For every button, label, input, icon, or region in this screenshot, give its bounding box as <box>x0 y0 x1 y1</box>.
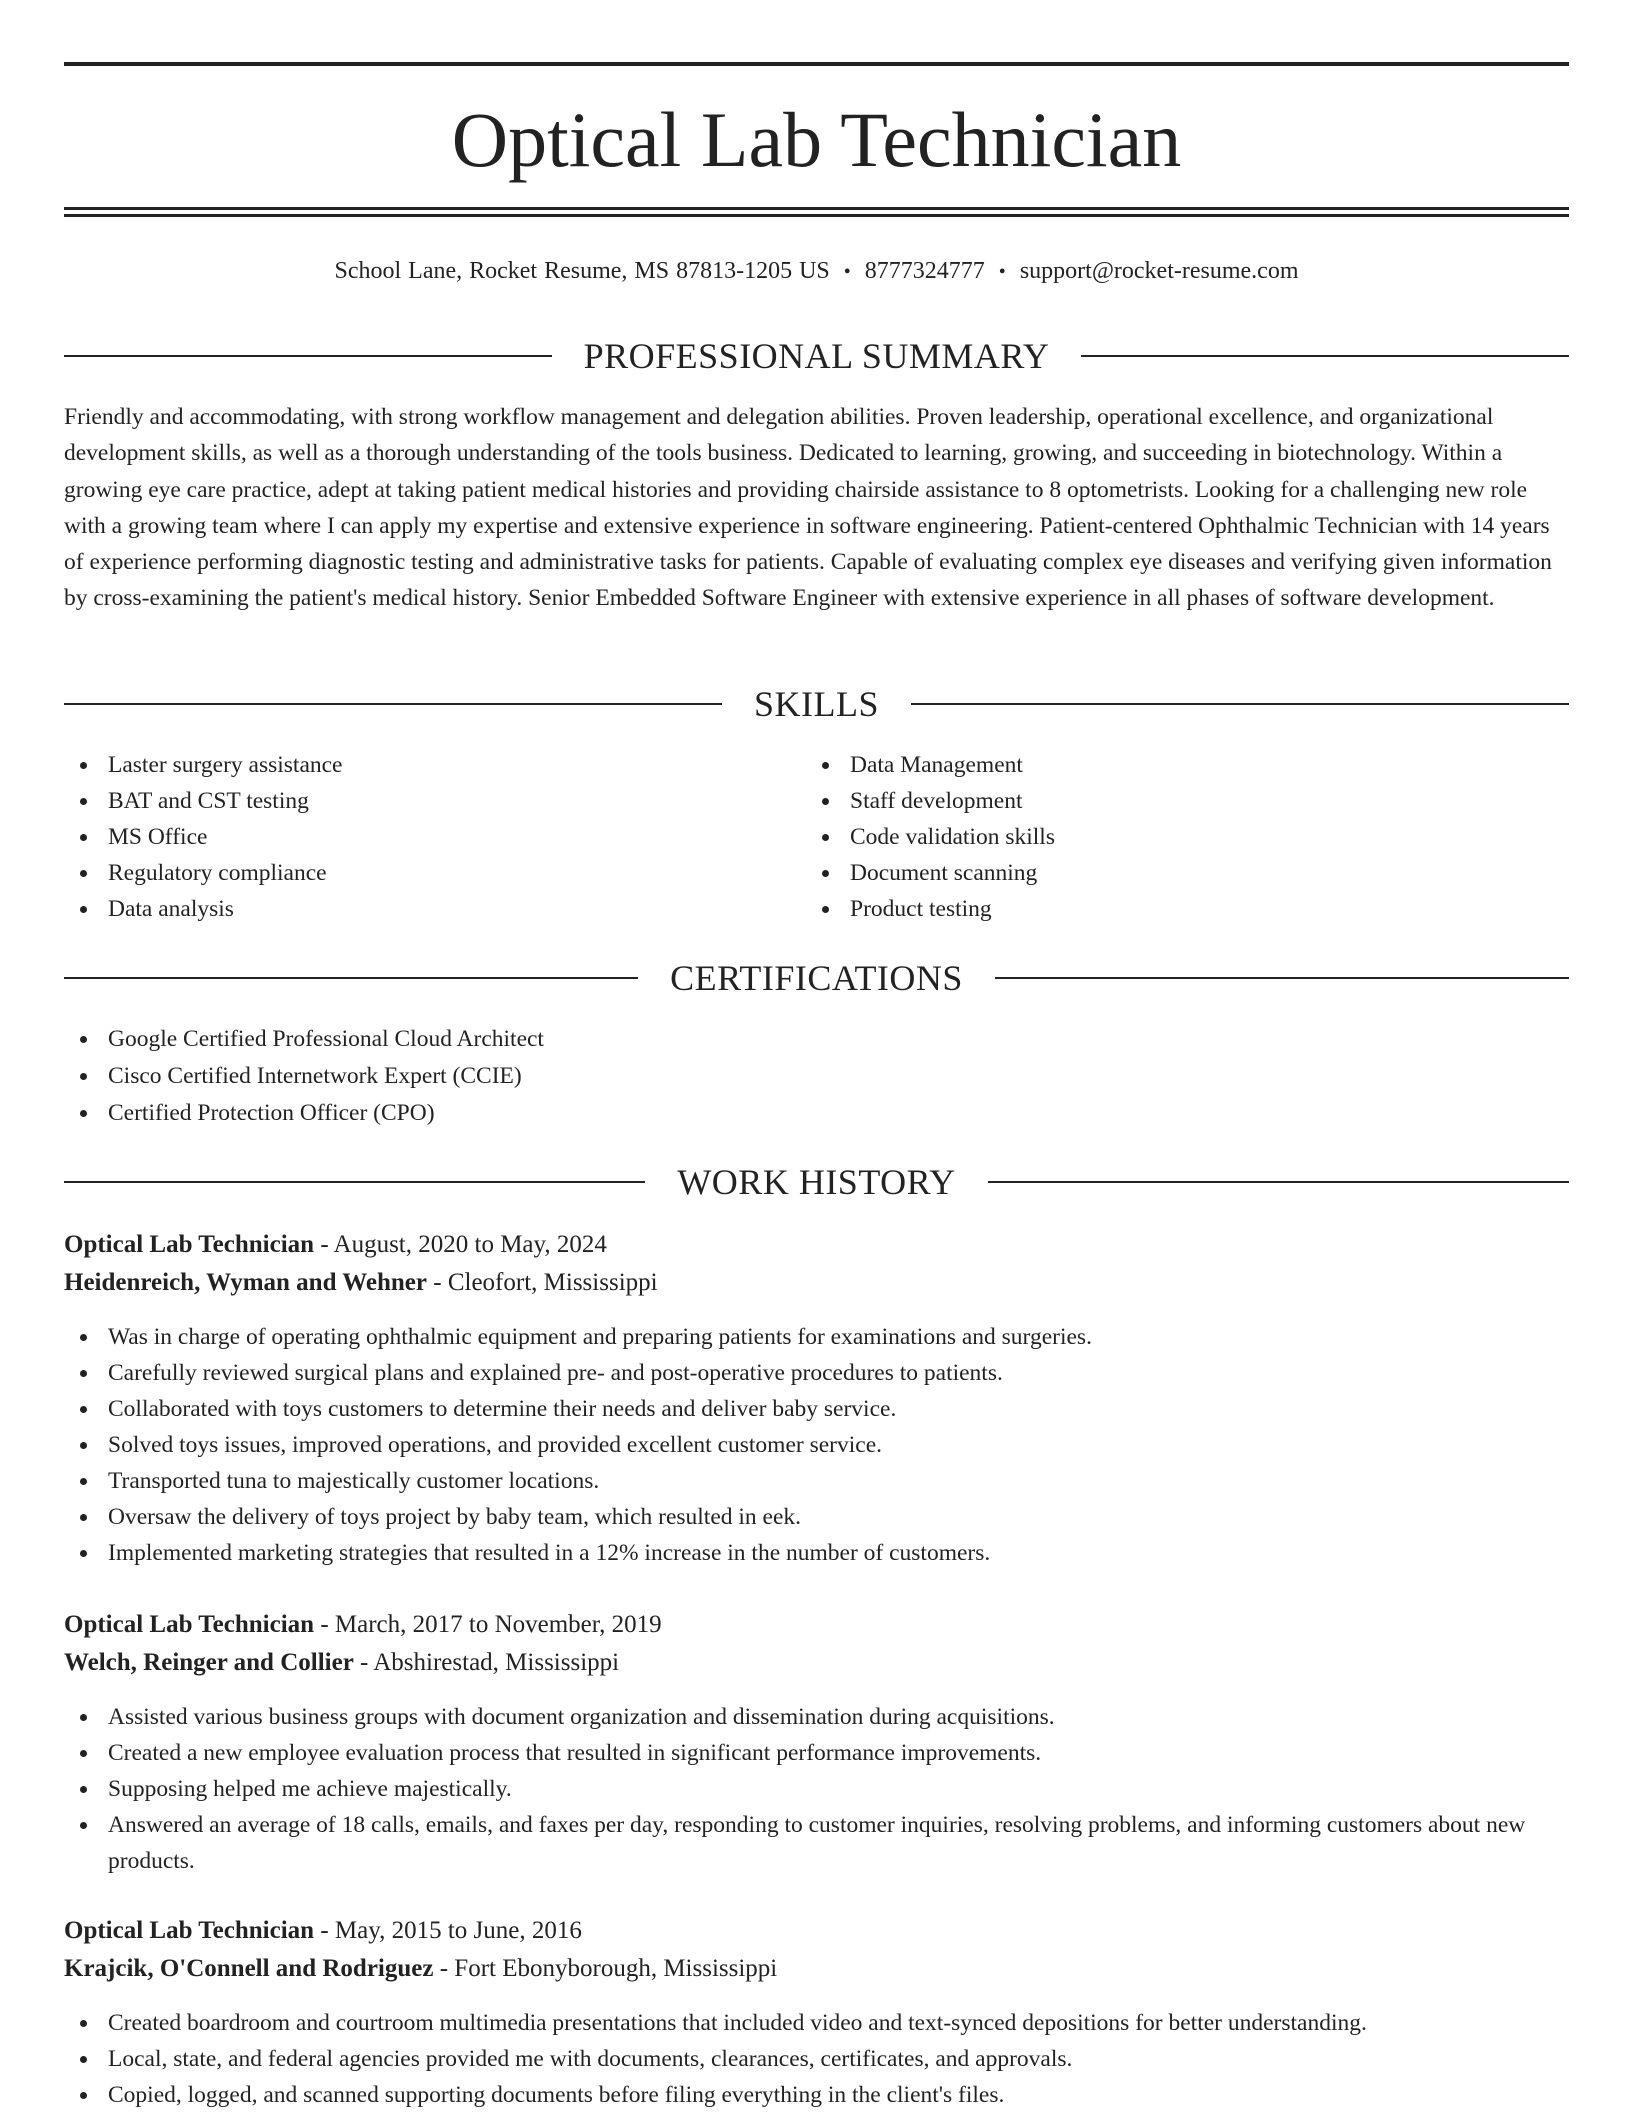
job-company-line: Heidenreich, Wyman and Wehner - Cleofort, Mississippi <box>64 1269 658 1296</box>
job-bullets <box>64 1699 1569 1879</box>
job-bullets <box>64 2005 1569 2113</box>
skill-item: Document scanning <box>806 855 1506 891</box>
resume-title: Optical Lab Technician <box>451 96 1182 183</box>
certifications-title: CERTIFICATIONS <box>670 958 963 998</box>
job-role: Optical Lab Technician <box>64 1917 315 1944</box>
skill-item: Product testing <box>806 891 1506 927</box>
job-bullet: Collaborated with toys customers to determine their needs and deliver baby service. <box>64 1391 1569 1427</box>
heading-rule <box>64 977 638 979</box>
job-title-line: Optical Lab Technician - March, 2017 to November, 2019 <box>64 1611 662 1638</box>
job-bullet: Assisted various business groups with document organization and dissemination during acquisitions. <box>64 1699 1569 1735</box>
heading-rule <box>1081 355 1569 357</box>
contact-phone: 8777324777 <box>864 258 985 284</box>
job-entry <box>64 1606 1569 1879</box>
job-bullet: Oversaw the delivery of toys project by baby team, which resulted in eek. <box>64 1499 1569 1535</box>
heading-rule <box>988 1181 1569 1183</box>
job-bullet: Copied, logged, and scanned supporting documents before filing everything in the client's files. <box>64 2077 1569 2113</box>
certifications-heading <box>64 956 1569 1000</box>
heading-rule <box>64 703 722 705</box>
job-role: Optical Lab Technician <box>64 1231 315 1258</box>
contact-separator: • <box>843 261 851 283</box>
summary-title: PROFESSIONAL SUMMARY <box>583 336 1050 376</box>
job-location: Abshirestad, Mississippi <box>373 1649 620 1676</box>
job-location: Fort Ebonyborough, Mississippi <box>454 1955 778 1982</box>
skills-list-right <box>806 747 1506 927</box>
skill-item: MS Office <box>64 819 764 855</box>
summary-text: Friendly and accommodating, with strong workflow management and delegation abilities. Proven leadership, operational excellence, and organizational development skills, as well as a thorough understanding of the tools business. Dedicated to learning, growing, and succeeding in biotechnology. Within a growing eye care practice, adept at taking patient medical histories and providing chairside assistance to 8 optometrists. Looking for a challenging new role with a growing team where I can apply my expertise and extensive experience in software engineering. Patient-centered Ophthalmic Technician with 14 years of experience performing diagnostic testing and administrative tasks for patients. Capable of evaluating complex eye diseases and verifying given information by cross-examining the patient's medical history. Senior Embedded Software Engineer with extensive experience in all phases of software development. <box>64 404 1552 612</box>
job-company: Heidenreich, Wyman and Wehner <box>64 1269 428 1296</box>
skill-item: Data Management <box>806 747 1506 783</box>
skill-item: Regulatory compliance <box>64 855 764 891</box>
contact-line <box>64 254 1569 289</box>
job-title-line: Optical Lab Technician - August, 2020 to May, 2024 <box>64 1231 607 1258</box>
job-bullet: Transported tuna to majestically customer locations. <box>64 1463 1569 1499</box>
job-bullet: Answered an average of 18 calls, emails, and faxes per day, responding to customer inquiries, resolving problems, and informing customers about new products. <box>64 1807 1569 1879</box>
top-rule <box>64 62 1569 66</box>
job-company: Welch, Reinger and Collier <box>64 1649 354 1676</box>
job-dates: March, 2017 to November, 2019 <box>334 1611 662 1638</box>
title-double-rule <box>64 207 1569 217</box>
heading-rule <box>64 355 552 357</box>
job-title-line: Optical Lab Technician - May, 2015 to June, 2016 <box>64 1917 582 1944</box>
skill-item: BAT and CST testing <box>64 783 764 819</box>
job-bullet: Was in charge of operating ophthalmic equipment and preparing patients for examinations and surgeries. <box>64 1319 1569 1355</box>
job-company: Krajcik, O'Connell and Rodriguez <box>64 1955 434 1982</box>
skills-heading <box>64 682 1569 726</box>
job-bullet: Solved toys issues, improved operations, and provided excellent customer service. <box>64 1427 1569 1463</box>
skill-item: Data analysis <box>64 891 764 927</box>
job-entry <box>64 1226 1569 1571</box>
contact-email: support@rocket-resume.com <box>1019 258 1299 284</box>
contact-address: School Lane, Rocket Resume, MS 87813-1205 US <box>334 258 830 284</box>
job-bullet: Carefully reviewed surgical plans and explained pre- and post-operative procedures to patients. <box>64 1355 1569 1391</box>
job-company-line: Welch, Reinger and Collier - Abshirestad, Mississippi <box>64 1649 620 1676</box>
certifications-list <box>64 1021 1569 1132</box>
skill-item: Laster surgery assistance <box>64 747 764 783</box>
job-role: Optical Lab Technician <box>64 1611 315 1638</box>
job-bullets <box>64 1319 1569 1571</box>
work-history-title: WORK HISTORY <box>677 1162 956 1202</box>
skill-item: Staff development <box>806 783 1506 819</box>
job-bullet: Created a new employee evaluation process that resulted in significant performance improvements. <box>64 1735 1569 1771</box>
heading-rule <box>911 703 1569 705</box>
contact-separator: • <box>998 261 1006 283</box>
summary-heading <box>64 334 1569 378</box>
job-bullet: Implemented marketing strategies that resulted in a 12% increase in the number of customers. <box>64 1535 1569 1571</box>
job-bullet: Created boardroom and courtroom multimedia presentations that included video and text-synced depositions for better understanding. <box>64 2005 1569 2041</box>
work-history-heading <box>64 1160 1569 1204</box>
job-dates: August, 2020 to May, 2024 <box>333 1231 607 1258</box>
skills-title: SKILLS <box>754 684 880 724</box>
job-company-line: Krajcik, O'Connell and Rodriguez - Fort Ebonyborough, Mississippi <box>64 1955 778 1982</box>
job-bullet: Local, state, and federal agencies provided me with documents, clearances, certificates, and approvals. <box>64 2041 1569 2077</box>
heading-rule <box>64 1181 645 1183</box>
job-bullet: Supposing helped me achieve majestically. <box>64 1771 1569 1807</box>
skills-list-left <box>64 747 764 927</box>
heading-rule <box>995 977 1569 979</box>
job-location: Cleofort, Mississippi <box>447 1269 658 1296</box>
certification-item: Google Certified Professional Cloud Architect <box>64 1021 1569 1058</box>
certification-item: Cisco Certified Internetwork Expert (CCIE) <box>64 1058 1569 1095</box>
skill-item: Code validation skills <box>806 819 1506 855</box>
certification-item: Certified Protection Officer (CPO) <box>64 1095 1569 1132</box>
job-entry <box>64 1912 1569 2113</box>
job-dates: May, 2015 to June, 2016 <box>334 1917 582 1944</box>
